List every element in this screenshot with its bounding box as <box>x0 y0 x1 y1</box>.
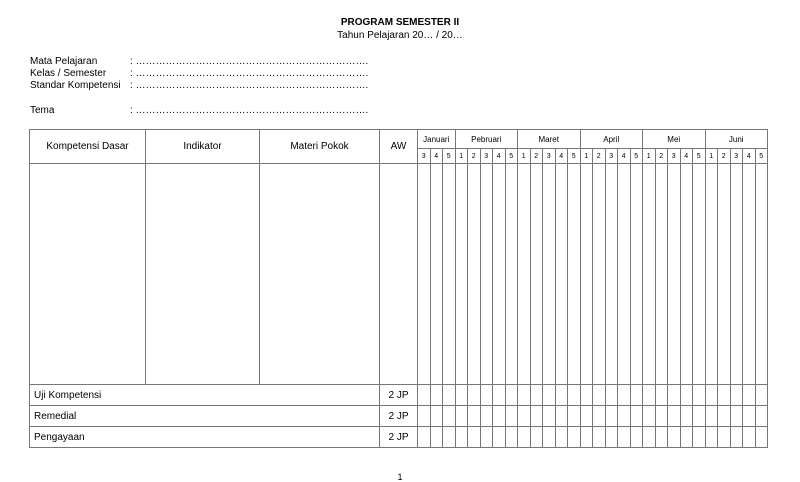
program-semester-table <box>29 129 768 448</box>
week-cell <box>655 406 668 427</box>
week-number: 1 <box>643 149 656 164</box>
page-number: 1 <box>397 472 403 482</box>
week-cell <box>455 427 468 448</box>
header-indikator: Indikator <box>146 130 260 164</box>
month-header: Januari <box>418 130 456 149</box>
week-cell <box>480 406 493 427</box>
week-cell <box>555 427 568 448</box>
week-cell <box>755 427 768 448</box>
materi-pokok-cell <box>260 164 380 385</box>
field-value: : ……………………………………………………………. <box>130 80 369 91</box>
header-kompetensi-dasar: Kompetensi Dasar <box>30 130 146 164</box>
week-cell <box>430 385 443 406</box>
week-cell <box>755 406 768 427</box>
field-label: Standar Kompetensi <box>30 80 121 91</box>
week-cell <box>493 427 506 448</box>
field-standar-kompetensi <box>30 80 368 92</box>
indikator-cell <box>146 164 260 385</box>
week-cell <box>630 427 643 448</box>
week-number: 4 <box>430 149 443 164</box>
week-number: 1 <box>518 149 531 164</box>
week-cell <box>618 385 631 406</box>
week-cell <box>480 385 493 406</box>
kompetensi-dasar-cell <box>30 164 146 385</box>
row-aw: 2 JP <box>380 385 418 406</box>
week-cell <box>518 385 531 406</box>
week-number: 5 <box>505 149 518 164</box>
week-cell <box>643 385 656 406</box>
week-cell <box>643 427 656 448</box>
field-value: : ……………………………………………………………. <box>130 68 369 79</box>
week-cell <box>730 385 743 406</box>
week-cell <box>668 385 681 406</box>
table-content-row <box>30 164 768 385</box>
week-cell <box>468 427 481 448</box>
week-cell <box>655 427 668 448</box>
week-number: 4 <box>743 149 756 164</box>
field-mata-pelajaran <box>30 56 368 68</box>
academic-year: Tahun Pelajaran 20… / 20… <box>337 30 463 41</box>
week-number: 3 <box>730 149 743 164</box>
month-header: Pebruari <box>455 130 518 149</box>
week-cell <box>543 427 556 448</box>
week-cell <box>643 406 656 427</box>
week-cell <box>505 406 518 427</box>
row-label: Remedial <box>30 406 380 427</box>
row-label: Pengayaan <box>30 427 380 448</box>
week-cell <box>680 406 693 427</box>
week-cell <box>418 406 431 427</box>
field-tema <box>30 105 368 117</box>
week-number: 1 <box>455 149 468 164</box>
week-cell <box>518 164 531 385</box>
week-cell <box>593 406 606 427</box>
week-cell <box>530 427 543 448</box>
week-number: 5 <box>443 149 456 164</box>
week-cell <box>743 385 756 406</box>
week-number: 2 <box>718 149 731 164</box>
week-cell <box>693 406 706 427</box>
row-aw: 2 JP <box>380 427 418 448</box>
week-number: 3 <box>605 149 618 164</box>
week-cell <box>605 385 618 406</box>
week-cell <box>580 164 593 385</box>
week-cell <box>593 385 606 406</box>
week-cell <box>630 164 643 385</box>
week-cell <box>680 427 693 448</box>
week-cell <box>680 385 693 406</box>
week-cell <box>543 164 556 385</box>
header-materi-pokok: Materi Pokok <box>260 130 380 164</box>
week-cell <box>555 164 568 385</box>
week-number: 5 <box>568 149 581 164</box>
week-cell <box>605 406 618 427</box>
week-cell <box>718 164 731 385</box>
week-cell <box>630 406 643 427</box>
week-cell <box>443 164 456 385</box>
week-cell <box>530 406 543 427</box>
week-cell <box>730 406 743 427</box>
week-cell <box>718 406 731 427</box>
week-cell <box>518 406 531 427</box>
week-cell <box>418 427 431 448</box>
week-number: 4 <box>680 149 693 164</box>
week-cell <box>580 406 593 427</box>
week-cell <box>493 164 506 385</box>
week-cell <box>705 406 718 427</box>
week-cell <box>743 427 756 448</box>
week-number: 2 <box>655 149 668 164</box>
week-cell <box>755 385 768 406</box>
week-cell <box>430 427 443 448</box>
week-cell <box>568 406 581 427</box>
week-cell <box>643 164 656 385</box>
week-cell <box>655 164 668 385</box>
week-cell <box>568 385 581 406</box>
week-cell <box>468 385 481 406</box>
week-cell <box>605 427 618 448</box>
week-cell <box>718 385 731 406</box>
week-number: 3 <box>418 149 431 164</box>
table-header-row <box>30 130 768 149</box>
week-cell <box>455 406 468 427</box>
week-cell <box>743 164 756 385</box>
table-row <box>30 406 768 427</box>
week-number: 5 <box>755 149 768 164</box>
week-cell <box>730 164 743 385</box>
week-cell <box>430 164 443 385</box>
week-cell <box>443 385 456 406</box>
week-cell <box>668 406 681 427</box>
week-cell <box>693 385 706 406</box>
week-cell <box>543 385 556 406</box>
table-row <box>30 385 768 406</box>
week-cell <box>730 427 743 448</box>
week-cell <box>618 406 631 427</box>
week-number: 5 <box>693 149 706 164</box>
week-cell <box>605 164 618 385</box>
week-cell <box>543 406 556 427</box>
week-cell <box>755 164 768 385</box>
aw-cell <box>380 164 418 385</box>
field-label: Mata Pelajaran <box>30 56 98 67</box>
month-header: April <box>580 130 643 149</box>
week-cell <box>568 427 581 448</box>
week-cell <box>743 406 756 427</box>
week-number: 4 <box>555 149 568 164</box>
field-label: Kelas / Semester <box>30 68 107 79</box>
month-header: Mei <box>643 130 706 149</box>
week-cell <box>680 164 693 385</box>
field-value: : ……………………………………………………………. <box>130 105 369 116</box>
week-cell <box>618 164 631 385</box>
week-cell <box>705 164 718 385</box>
week-number: 3 <box>543 149 556 164</box>
week-number: 2 <box>530 149 543 164</box>
week-cell <box>455 385 468 406</box>
week-cell <box>555 385 568 406</box>
week-cell <box>530 385 543 406</box>
week-cell <box>718 427 731 448</box>
week-cell <box>418 385 431 406</box>
week-cell <box>593 427 606 448</box>
week-cell <box>505 164 518 385</box>
week-number: 2 <box>468 149 481 164</box>
week-number: 3 <box>668 149 681 164</box>
week-cell <box>655 385 668 406</box>
week-cell <box>480 427 493 448</box>
week-number: 4 <box>493 149 506 164</box>
week-cell <box>693 164 706 385</box>
week-cell <box>693 427 706 448</box>
week-cell <box>430 406 443 427</box>
week-cell <box>443 427 456 448</box>
week-cell <box>505 385 518 406</box>
week-cell <box>618 427 631 448</box>
week-number: 3 <box>480 149 493 164</box>
week-cell <box>518 427 531 448</box>
row-label: Uji Kompetensi <box>30 385 380 406</box>
week-cell <box>580 427 593 448</box>
week-cell <box>468 164 481 385</box>
week-cell <box>493 385 506 406</box>
week-cell <box>568 164 581 385</box>
week-number: 1 <box>580 149 593 164</box>
week-cell <box>493 406 506 427</box>
week-cell <box>668 164 681 385</box>
month-header: Juni <box>705 130 768 149</box>
row-aw: 2 JP <box>380 406 418 427</box>
week-number: 4 <box>618 149 631 164</box>
week-number: 1 <box>705 149 718 164</box>
field-label: Tema <box>30 105 55 116</box>
field-value: : ……………………………………………………………. <box>130 56 369 67</box>
week-cell <box>443 406 456 427</box>
week-cell <box>468 406 481 427</box>
week-cell <box>505 427 518 448</box>
table-row <box>30 427 768 448</box>
field-kelas-semester <box>30 68 368 80</box>
week-cell <box>580 385 593 406</box>
week-cell <box>668 427 681 448</box>
month-header: Maret <box>518 130 581 149</box>
week-cell <box>530 164 543 385</box>
week-number: 5 <box>630 149 643 164</box>
week-cell <box>480 164 493 385</box>
week-cell <box>630 385 643 406</box>
document-title: PROGRAM SEMESTER II <box>340 17 460 28</box>
week-cell <box>455 164 468 385</box>
week-cell <box>555 406 568 427</box>
week-cell <box>705 385 718 406</box>
week-cell <box>705 427 718 448</box>
week-number: 2 <box>593 149 606 164</box>
header-aw: AW <box>380 130 418 164</box>
week-cell <box>418 164 431 385</box>
week-cell <box>593 164 606 385</box>
